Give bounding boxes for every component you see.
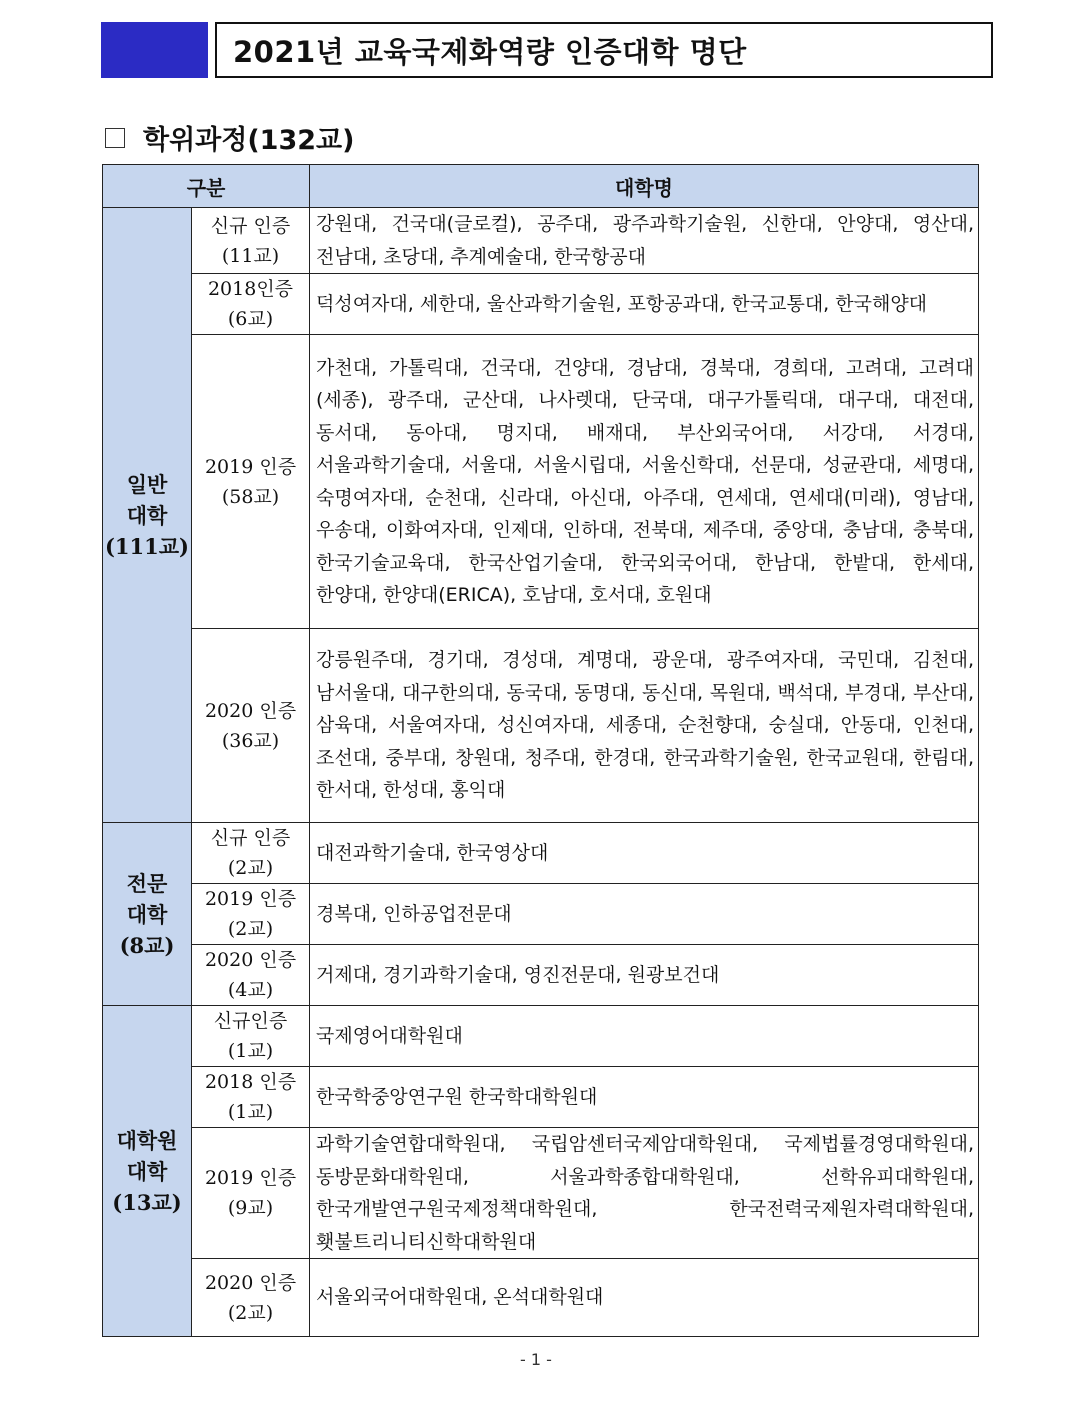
category-cell-graduate — [103, 1006, 192, 1337]
cert-type-cell — [192, 1259, 310, 1337]
cert-type-count: (11교) — [221, 244, 280, 267]
category-line: (13교) — [112, 1189, 182, 1215]
table-row — [103, 335, 979, 629]
category-line: (111교) — [105, 533, 189, 559]
cert-type-label: 2020 인증 — [204, 1271, 297, 1294]
university-list-cell: 거제대, 경기과학기술대, 영진전문대, 원광보건대 — [310, 945, 979, 1006]
cert-type-count: (6교) — [227, 308, 274, 330]
table-row — [103, 208, 979, 274]
header-category: 구분 — [103, 165, 310, 208]
cert-type-count: (2교) — [227, 1301, 274, 1324]
university-list-cell: 강릉원주대, 경기대, 경성대, 계명대, 광운대, 광주여자대, 국민대, 김천대, 남서울대, 대구한의대, 동국대, 동명대, 동신대, 목원대, 백석대, 부경대, 부산대, 삼육대, 서울여자대, 성신여자대, 세종대, 순천향대, 숭실대, 안동대, 인천대, 조선대, 중부대, 창원대, 청주대, 한경대, 한국과학기술원, 한국교원대, 한림대, 한서대, 한성대, 홍익대 — [310, 629, 979, 823]
table-row — [103, 274, 979, 335]
section-title: 학위과정(132교) — [143, 125, 355, 156]
university-list-cell: 과학기술연합대학원대, 국립암센터국제암대학원대, 국제법률경영대학원대, 동방문화대학원대, 서울과학종합대학원대, 선학유피대학원대, 한국개발연구원국제정책대학원대, 한국전력국제원자력대학원대, 횃불트리니티신학대학원대 — [310, 1128, 979, 1259]
university-table — [102, 164, 979, 1337]
cert-type-count: (58교) — [221, 485, 280, 508]
cert-type-count: (9교) — [227, 1197, 274, 1219]
cert-type-label: 2019 인증 — [204, 888, 297, 910]
table-row — [103, 1259, 979, 1337]
cert-type-cell — [192, 208, 310, 274]
table-row — [103, 823, 979, 884]
category-line: 대학원 — [116, 1127, 178, 1153]
section-heading — [105, 118, 354, 157]
university-list-cell: 한국학중앙연구원 한국학대학원대 — [310, 1067, 979, 1128]
cert-type-count: (4교) — [227, 979, 274, 1001]
cert-type-cell — [192, 1067, 310, 1128]
university-list-cell: 경복대, 인하공업전문대 — [310, 884, 979, 945]
table-row — [103, 1067, 979, 1128]
page-title: 2021년 교육국제화역량 인증대학 명단 — [233, 34, 747, 69]
cert-type-label: 신규인증 — [213, 1010, 288, 1032]
page-number: - 1 - — [520, 1350, 552, 1369]
cert-type-cell — [192, 629, 310, 823]
category-cell-general — [103, 208, 192, 823]
title-accent-block — [101, 22, 208, 78]
university-list-cell: 국제영어대학원대 — [310, 1006, 979, 1067]
category-line: (8교) — [119, 932, 175, 958]
cert-type-cell — [192, 884, 310, 945]
table-header-row — [103, 165, 979, 208]
table-row — [103, 884, 979, 945]
cert-type-label: 신규 인증 — [210, 827, 291, 849]
checkbox-icon — [105, 128, 125, 148]
cert-type-label: 2020 인증 — [204, 699, 297, 722]
cert-type-cell — [192, 335, 310, 629]
cert-type-label: 신규 인증 — [210, 214, 291, 237]
category-cell-college — [103, 823, 192, 1006]
university-list-cell: 가천대, 가톨릭대, 건국대, 건양대, 경남대, 경북대, 경희대, 고려대, 고려대(세종), 광주대, 군산대, 나사렛대, 단국대, 대구가톨릭대, 대구대, 대전대, 동서대, 동아대, 명지대, 배재대, 부산외국어대, 서강대, 서경대, 서울과학기술대, 서울대, 서울시립대, 서울신학대, 선문대, 성균관대, 세명대, 숙명여자대, 순천대, 신라대, 아신대, 아주대, 연세대, 연세대(미래), 영남대, 우송대, 이화여자대, 인제대, 인하대, 전북대, 제주대, 중앙대, 충남대, 충북대, 한국기술교육대, 한국산업기술대, 한국외국어대, 한남대, 한밭대, 한세대, 한양대, 한양대(ERICA), 호남대, 호서대, 호원대 — [310, 335, 979, 629]
category-line: 대학 — [126, 901, 168, 927]
cert-type-label: 2020 인증 — [204, 949, 297, 971]
university-list-cell: 서울외국어대학원대, 온석대학원대 — [310, 1259, 979, 1337]
cert-type-cell — [192, 1006, 310, 1067]
table-row — [103, 1006, 979, 1067]
cert-type-cell — [192, 823, 310, 884]
cert-type-label: 2019 인증 — [204, 455, 297, 478]
cert-type-count: (2교) — [227, 857, 274, 879]
university-list-cell: 덕성여자대, 세한대, 울산과학기술원, 포항공과대, 한국교통대, 한국해양대 — [310, 274, 979, 335]
university-list-cell: 대전과학기술대, 한국영상대 — [310, 823, 979, 884]
title-box — [215, 22, 993, 78]
header-universities: 대학명 — [310, 165, 979, 208]
cert-type-cell — [192, 274, 310, 335]
category-line: 전문 — [126, 870, 168, 896]
university-list-cell: 강원대, 건국대(글로컬), 공주대, 광주과학기술원, 신한대, 안양대, 영산대, 전남대, 초당대, 추계예술대, 한국항공대 — [310, 208, 979, 274]
cert-type-label: 2019 인증 — [204, 1167, 297, 1189]
table-row — [103, 945, 979, 1006]
category-line: 대학 — [126, 1158, 168, 1184]
cert-type-cell — [192, 1128, 310, 1259]
table-row — [103, 629, 979, 823]
cert-type-cell — [192, 945, 310, 1006]
category-line: 일반 — [126, 471, 168, 497]
cert-type-count: (2교) — [227, 918, 274, 940]
cert-type-label: 2018인증 — [207, 278, 294, 300]
cert-type-count: (1교) — [227, 1040, 274, 1062]
cert-type-count: (36교) — [221, 729, 280, 752]
cert-type-label: 2018 인증 — [204, 1071, 297, 1093]
table-row — [103, 1128, 979, 1259]
category-line: 대학 — [126, 502, 168, 528]
cert-type-count: (1교) — [227, 1101, 274, 1123]
